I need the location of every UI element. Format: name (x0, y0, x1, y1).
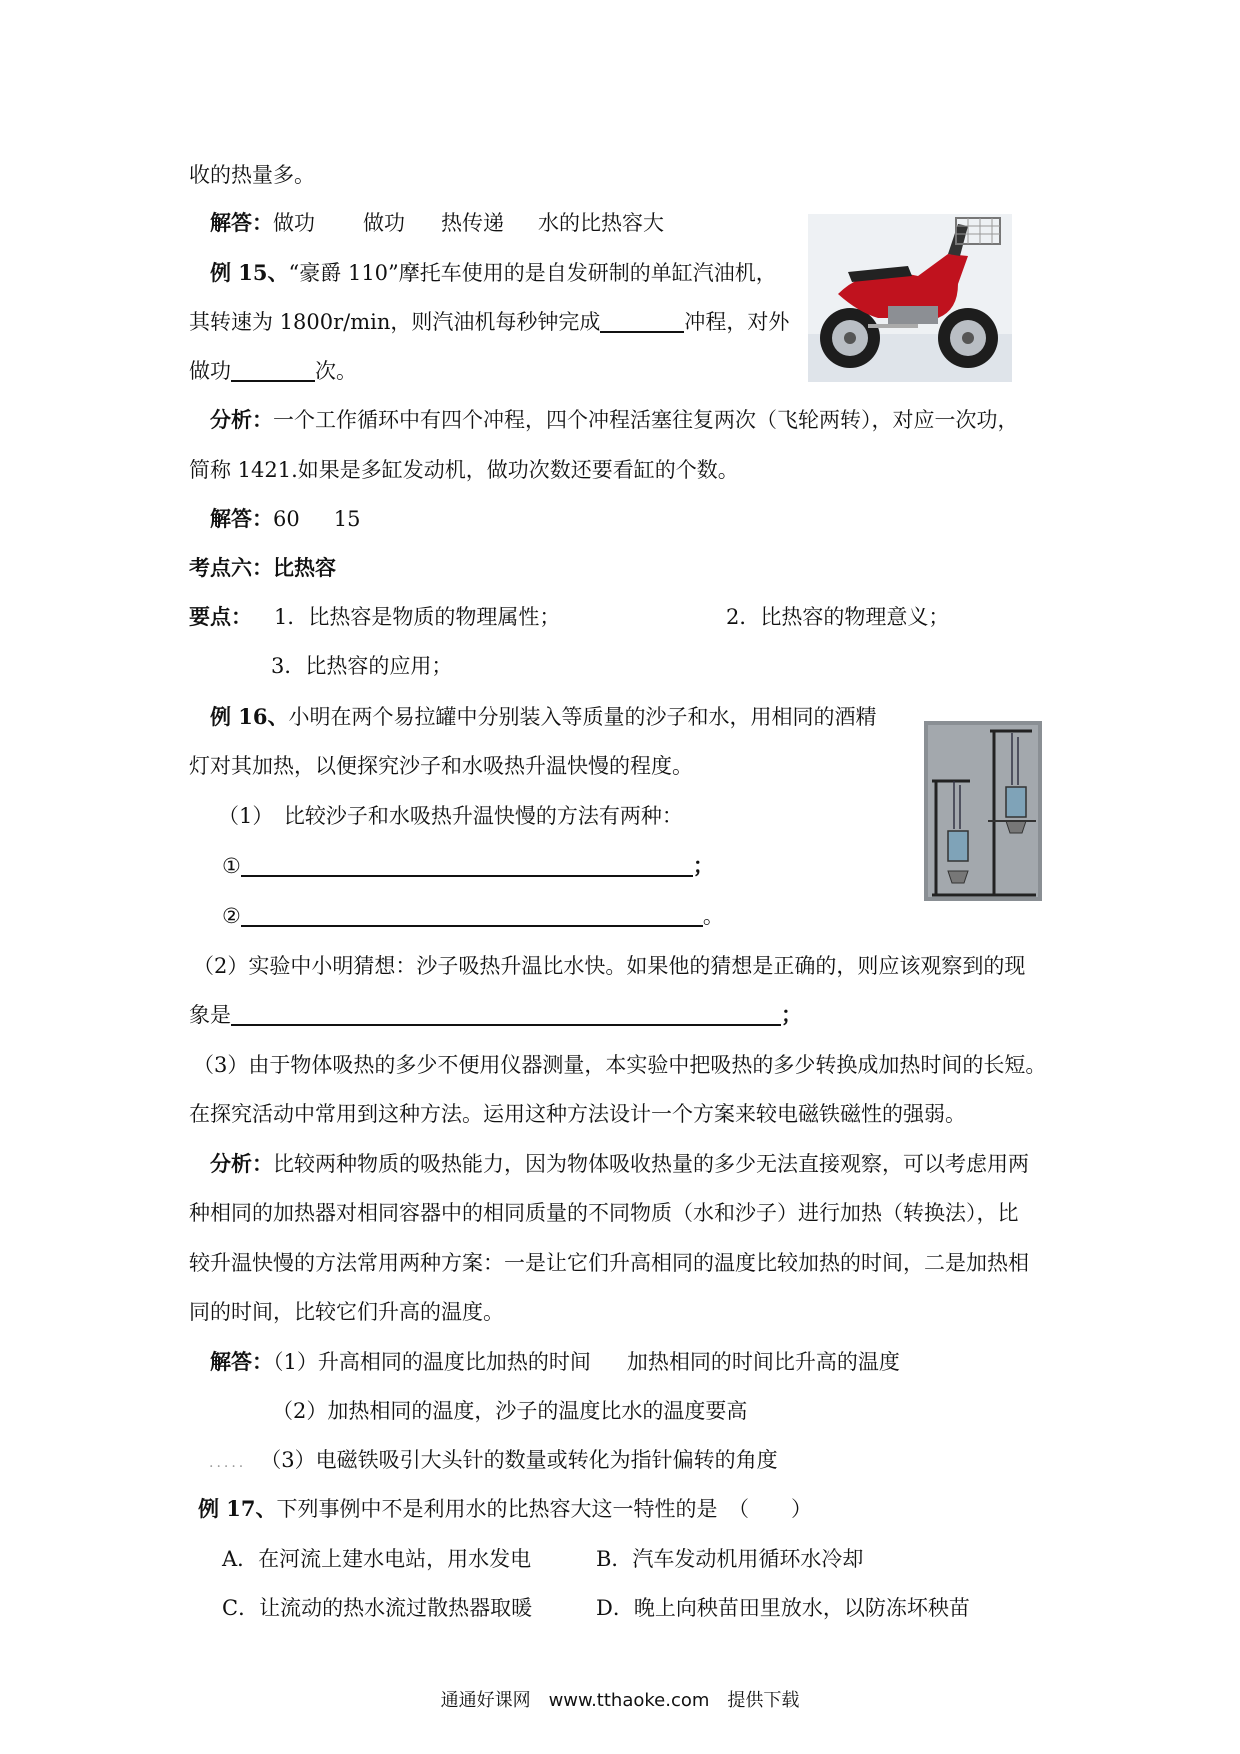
example-17 (198, 1494, 812, 1524)
answer-blank[interactable] (241, 853, 693, 877)
option-a[interactable]: A．在河流上建水电站，用水发电 (222, 1547, 532, 1571)
example-text: 下列事例中不是利用水的比热容大这一特性的是 （ ） (276, 1497, 813, 1521)
circled-number: ② (222, 904, 241, 928)
analysis-16-line-1 (210, 1149, 1029, 1179)
option-d[interactable]: D．晚上向秧苗田里放水，以防冻坏秧苗 (596, 1596, 970, 1620)
example-16-line-1 (210, 702, 877, 732)
answer-blank[interactable] (231, 1002, 781, 1026)
text-line: 收的热量多。 (189, 163, 315, 187)
example-text: 小明在两个易拉罐中分别装入等质量的沙子和水，用相同的酒精 (288, 705, 877, 729)
example-label: 例 16、 (210, 704, 289, 729)
key-point: 3．比热容的应用； (271, 654, 453, 678)
option-c[interactable]: C．让流动的热水流过散热器取暖 (222, 1596, 533, 1620)
example-15-line-1 (210, 258, 777, 288)
dotted-mark: ..... (209, 1455, 247, 1471)
question-text: 象是 (189, 1003, 231, 1027)
answer-15 (210, 504, 360, 534)
section-heading: 考点六：比热容 (189, 555, 336, 580)
answer-16-line-2: （2）加热相同的温度，沙子的温度比水的温度要高 (272, 1399, 748, 1423)
answer-item: 水的比热容大 (538, 211, 664, 235)
answer-item: 做功 (273, 211, 315, 235)
answer-label: 解答： (210, 210, 273, 235)
question-1-blank-1 (222, 851, 714, 881)
heating-apparatus-image (924, 721, 1042, 901)
analysis-label: 分析： (210, 1151, 273, 1176)
answer-item: 热传递 (441, 211, 504, 235)
answer-item: （1）升高相同的温度比加热的时间 (273, 1350, 591, 1374)
analysis-text: 一个工作循环中有四个冲程，四个冲程活塞往复两次（飞轮两转），对应一次功， (273, 408, 1019, 432)
question-3-line-2: 在探究活动中常用到这种方法。运用这种方法设计一个方案来较电磁铁磁性的强弱。 (189, 1102, 966, 1126)
answer-label: 解答： (210, 1349, 273, 1374)
answer-blank[interactable] (231, 358, 315, 382)
answer-item: （3）电磁铁吸引大头针的数量或转化为指针偏转的角度 (260, 1448, 778, 1472)
example-16-line-2: 灯对其加热，以便探究沙子和水吸热升温快慢的程度。 (189, 754, 693, 778)
answer-blank[interactable] (241, 903, 703, 927)
example-label: 例 17、 (198, 1496, 277, 1521)
option-b[interactable]: B．汽车发动机用循环水冷却 (596, 1547, 864, 1571)
example-text: “豪爵 110”摩托车使用的是自发研制的单缸汽油机， (288, 261, 777, 285)
analysis-label: 分析： (210, 407, 273, 432)
motorcycle-image (808, 214, 1012, 382)
analysis-15-line-1 (210, 405, 1019, 435)
punctuation: ； (781, 1002, 802, 1027)
analysis-16-line-3: 较升温快慢的方法常用两种方案：一是让它们升高相同的温度比较加热的时间，二是加热相 (189, 1251, 1029, 1275)
example-text: 次。 (315, 359, 357, 383)
punctuation: 。 (702, 904, 724, 928)
key-point: 1．比热容是物质的物理属性； (274, 605, 561, 629)
answer-14 (210, 208, 664, 238)
circled-number: ① (222, 854, 241, 878)
key-points-line-1 (189, 602, 560, 632)
example-15-line-2 (189, 307, 789, 337)
analysis-15-line-2: 简称 1421.如果是多缸发动机，做功次数还要看缸的个数。 (189, 458, 739, 482)
punctuation: ； (692, 853, 714, 878)
answer-item: 60 (273, 507, 300, 531)
answer-item: 15 (333, 507, 361, 531)
answer-16-line-3 (209, 1445, 778, 1478)
question-1: （1） 比较沙子和水吸热升温快慢的方法有两种： (218, 804, 683, 828)
answer-item: 加热相同的时间比升高的温度 (626, 1350, 900, 1374)
analysis-text: 比较两种物质的吸热能力，因为物体吸收热量的多少无法直接观察，可以考虑用两 (273, 1152, 1029, 1176)
answer-label: 解答： (210, 506, 273, 531)
question-3-line-1: （3）由于物体吸热的多少不便用仪器测量，本实验中把吸热的多少转换成加热时间的长短。 (193, 1053, 1047, 1077)
analysis-16-line-4: 同的时间，比较它们升高的温度。 (189, 1300, 504, 1324)
example-text: 冲程，对外 (684, 310, 790, 334)
example-15-line-3 (189, 356, 357, 386)
key-points-label: 要点： (189, 604, 252, 629)
analysis-16-line-2: 种相同的加热器对相同容器中的相同质量的不同物质（水和沙子）进行加热（转换法），比 (189, 1201, 1019, 1225)
answer-blank[interactable] (600, 309, 684, 333)
example-text: 其转速为 1800r/min，则汽油机每秒钟完成 (189, 310, 601, 334)
question-2-line-1: （2）实验中小明猜想：沙子吸热升温比水快。如果他的猜想是正确的，则应该观察到的现 (193, 954, 1026, 978)
answer-item: 做功 (363, 211, 405, 235)
page-footer: 通通好课网 www.tthaoke.com 提供下载 (440, 1690, 800, 1711)
example-label: 例 15、 (210, 260, 289, 285)
key-point: 2．比热容的物理意义； (726, 605, 950, 629)
question-2-line-2 (189, 1000, 802, 1030)
example-text: 做功 (189, 359, 231, 383)
question-1-blank-2 (222, 901, 724, 931)
answer-16-line-1 (210, 1347, 900, 1377)
